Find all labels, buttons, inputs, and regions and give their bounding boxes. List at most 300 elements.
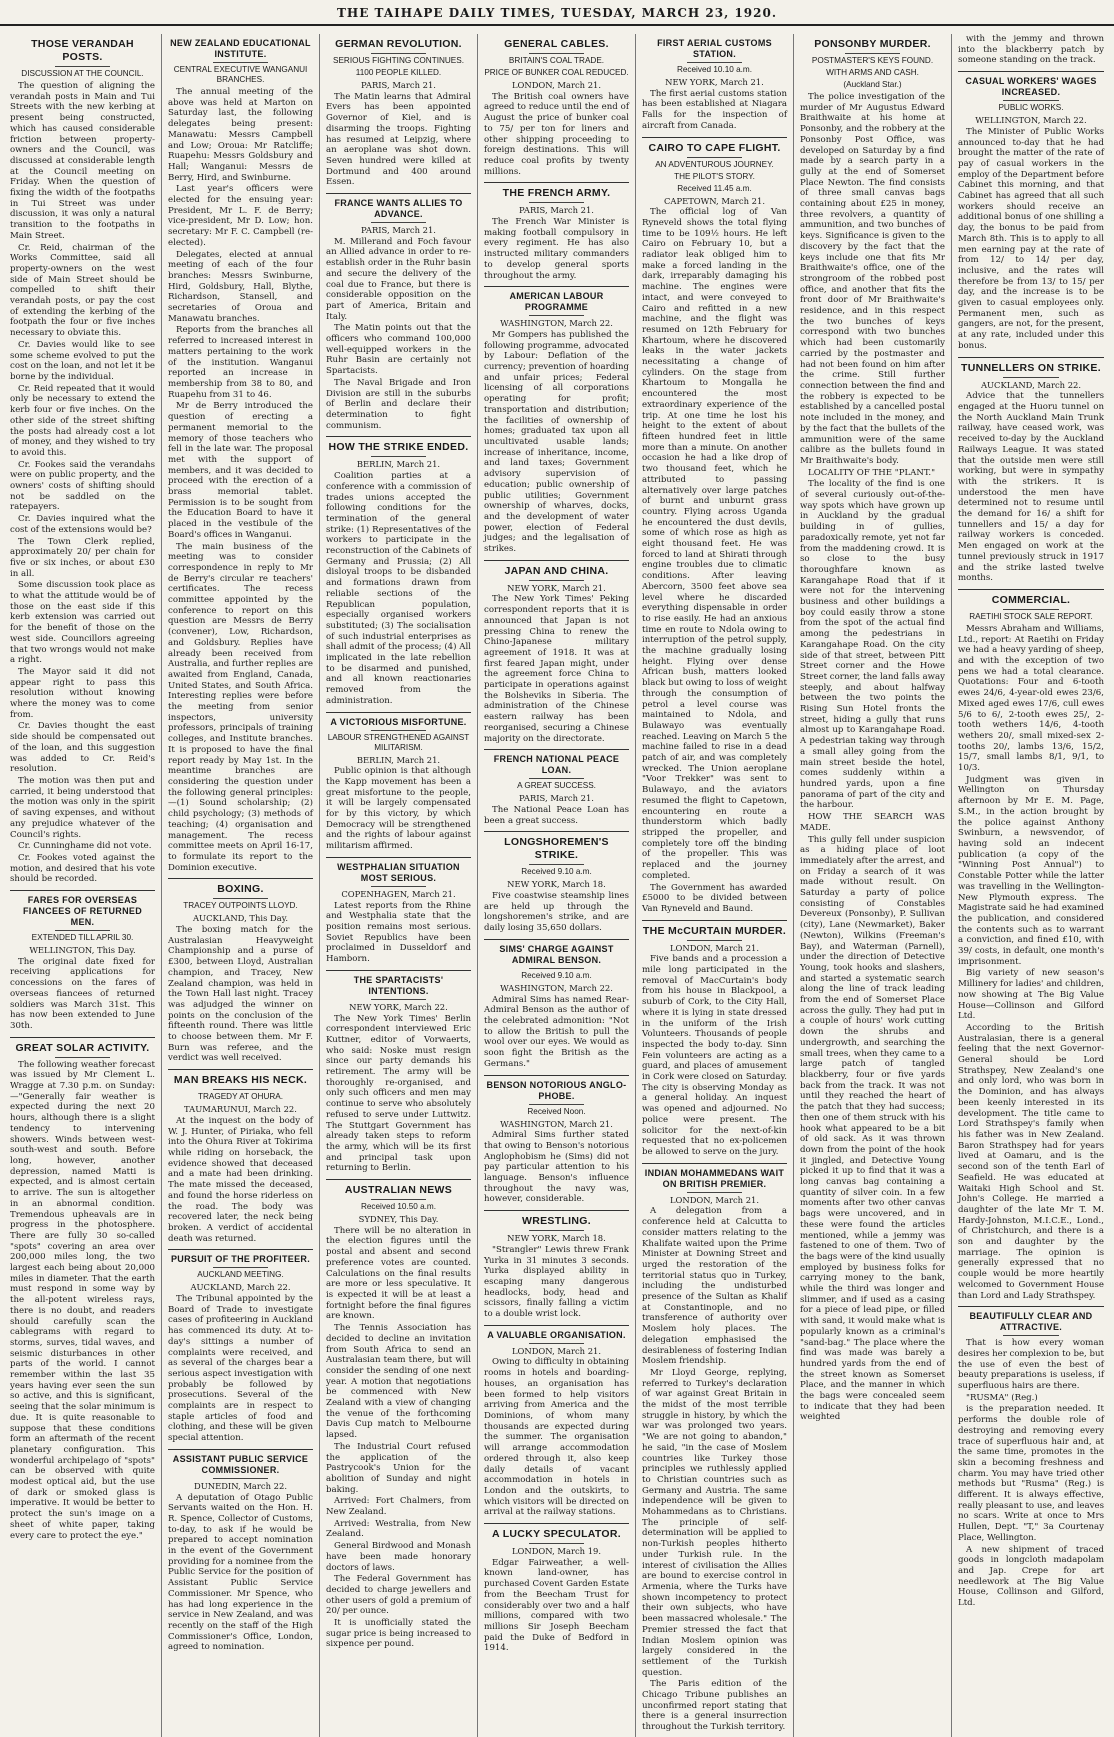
- column-5: [636, 34, 794, 1737]
- article-paragraph: The Tennis Association has decided to decline an invitation from South Africa to send an Australasian team there, but will consider the sending of one next year. A motion that negotiations be commenced with New Zealand with a view of changing the venue of the forthcoming Davis Cup match to Melbourne lapsed.: [326, 1323, 471, 1441]
- article-body: [958, 391, 1104, 584]
- column-1: [4, 34, 162, 1737]
- article-separator: [642, 920, 787, 921]
- article-dateline: SYDNEY, This Day.: [358, 1214, 439, 1225]
- article-body: [484, 1245, 629, 1320]
- article-separator: [958, 357, 1104, 358]
- headline-rule: [529, 580, 584, 581]
- article-paragraph: Latest reports from the Rhine and Westphalia state that the position remains most serious. Soviet Republics have been proclaimed in Dusseldorf and Hamborn.: [326, 900, 471, 965]
- article-paragraph: Last year's officers were elected for the ensuing year: President, Mr L. F. de Berry; vice-president, Mr D. Low; hon. secretary: Mr F. C. Campbell (re-elected).: [168, 184, 313, 248]
- article: [168, 1249, 313, 1444]
- article-headline: PONSONBY MURDER.: [814, 38, 931, 50]
- article-separator: [958, 1306, 1104, 1307]
- article-paragraph: Cr. Davies thought the east side should be compensated out of the loan, and this suggestion was added to Cr. Reid's resolution.: [10, 721, 155, 775]
- headline-rule: [55, 930, 110, 931]
- article-headline: WESTPHALIAN SITUATION MOST SERIOUS.: [337, 861, 460, 883]
- headline-rule: [529, 864, 584, 865]
- article-paragraph: A new shipment of traced goods in longcloth madapolam and Jap. Crepe for art needlework at The Big Value House, Collinson and Gilford, Ltd.: [958, 1544, 1104, 1609]
- article: [958, 357, 1104, 584]
- article-paragraph: Cr. Davies would like to see some scheme evolved to put the cost on the loan, and not let it be borne by the individual.: [10, 339, 155, 382]
- article-headline: COMMERCIAL.: [991, 593, 1071, 606]
- article-headline: BEAUTIFULLY CLEAR AND ATTRACTIVE.: [969, 1311, 1093, 1333]
- article-paragraph: HOW THE SEARCH WAS MADE.: [800, 812, 945, 833]
- article-separator: [484, 1523, 629, 1524]
- article-body: [484, 594, 629, 744]
- article-subheading: RAETIHI STOCK SALE REPORT.: [969, 611, 1093, 621]
- article-separator: [484, 831, 629, 832]
- article-dateline: LONDON, March 21.: [511, 1345, 602, 1356]
- article-dateline: LONDON, March 21.: [511, 80, 602, 90]
- article-dateline: DUNEDIN, March 22.: [194, 1480, 287, 1491]
- article-headline: TUNNELLERS ON STRIKE.: [961, 361, 1101, 374]
- article-dateline: NEW YORK, March 18.: [507, 1233, 606, 1244]
- article: [958, 71, 1104, 351]
- article-body: [484, 217, 629, 281]
- article-body: [326, 1226, 471, 1650]
- article-body: [958, 624, 1104, 1301]
- article-paragraph: Mr Gompers has published the following programme, advocated by Labour: Deflation of the currency; prevention of hoarding and unfair prices; Federal licensing of all corporations operating for profit; transportation and distribution; the facilities of ownership of homes; graduated tax upon all uncultivated usable lands; increase of inheritance, income, and land taxes; Government advisory supervision of education; public ownership of public utilities; Government ownership of wharves, docks, and the development of water power, election of Federal judges; and the legalisation of strikes.: [484, 329, 629, 555]
- article-paragraph: Mr Lloyd George, replying, referred to Turkey's declaration of war against Great Britain in the midst of the most terrible struggle in history, by which the war was prolonged two years. "We are not going to abandon," he said, "in the case of Moslem countries like Turkey those principles we ruthlessly applied to Christian countries such as Germany and Austria. The same independence will be given to Mohammedans as to Christians. The principle of self-determination will be applied to non-Turkish peoples hitherto under Turkish rule. In the interest of civilisation the Allies are bound to exercise control in Armenia, where the Turks have shown incompetency to protect their own subjects, who have been massacred wholesale." The Premier stressed the fact that Indian Moslem opinion was largely considered in the settlement of the Turkish question.: [642, 1367, 787, 1678]
- headline-rule: [371, 730, 426, 731]
- article-subheading: Received 9.10 a.m.: [521, 867, 592, 877]
- article-headline: GENERAL CABLES.: [504, 38, 609, 50]
- article-headline: CAIRO TO CAPE FLIGHT.: [648, 141, 781, 154]
- article-body: [168, 1493, 313, 1654]
- article: [10, 890, 155, 1032]
- article: [168, 1449, 313, 1653]
- article: [10, 38, 155, 885]
- article: [958, 34, 1104, 66]
- headline-rule: [529, 968, 584, 969]
- article-separator: [168, 878, 313, 879]
- article-paragraph: At the inquest on the body of W. J. Hunter, of Piriaka, who fell into the Ohura River at Tokirima while riding on horseback, the evidence showed that deceased and a mate had been drinking. The mate missed the deceased, and found the horse riderless on the road. The body was recovered later, the neck being broken. A verdict of accidental death was returned.: [168, 1115, 313, 1244]
- column-2: [162, 34, 320, 1737]
- article-paragraph: Coalition parties at a conference with a commission of trades unions accepted the following conditions for the termination of the general strike: (1) Representatives of the workers to participate in the reconstruction of the Cabinets of Germany and Prussia; (2) All disloyal troops to be disbanded and formations drawn from reliable sections of the Republican population, especially organised workers substituted; (3) The socialisation of such industrial enterprises as shall admit of the process; (4) All implicated in the late rebellion to be disarmed and punished, and all known reactionaries removed from the administration.: [326, 471, 471, 706]
- article-dateline: AUCKLAND, March 22.: [190, 1282, 291, 1293]
- article-paragraph: Reports from the branches all referred to increased interest in matters pertaining to the work of the institution. Wanganui reported an increase in membership from 38 to 80, and Ruapehu from 31 to 46.: [168, 325, 313, 400]
- article-headline: THOSE VERANDAH POSTS.: [31, 38, 134, 63]
- article-dateline: PARIS, March 21.: [361, 225, 436, 236]
- article: [326, 193, 471, 431]
- article-paragraph: Advice that the tunnellers engaged at the Huoru tunnel on the North Auckland Main Trunk railway, have ceased work, was received to-day by the Auckland Railways League. It was stated that the outside men were still working, but were in sympathy with the strikers. It is understood the men have determined not to resume until the demand for 16/ a shift for tunnellers and 15/ a day for railway workers is conceded. Men engaged on work at the tunnel previously struck in 1917 and the strike lasted twelve months.: [958, 391, 1104, 584]
- article-subheading: TRACEY OUTPOINTS LLOYD.: [183, 901, 298, 911]
- article-separator: [958, 71, 1104, 72]
- article-headline: A LUCKY SPECULATOR.: [492, 1528, 621, 1541]
- article-dateline: PARIS, March 21.: [519, 793, 594, 804]
- article-paragraph: Cr. Fookes voted against the motion, and desired that his vote should be recorded.: [10, 852, 155, 885]
- article-body: [326, 1014, 471, 1175]
- article-paragraph: Five bands and a procession a mile long participated in the removal of MacCurtain's body from his house in Blackpool, a suburb of Cork, to the City Hall, where it is lying in state dressed in the uniform of the Irish Volunteers. Thousands of people inspected the body to-day. Sinn Fein volunteers are acting as a guard, and places of amusement in Cork were closed on Saturday. The city is observing Monday as a general holiday. An inquest was opened and adjourned. No police were present. The solicitor for the next-of-kin requested that no ex-policemen be allowed to serve on the jury.: [642, 954, 787, 1157]
- article-paragraph: is the preparation needed. It performs the double role of destroying and removing every trace of superfluous hair and, at the same time, promotes in the skin a becoming freshness and charm. You may have tried other methods but "Rusma" (Reg.) is different. It is always effective, really pleasant to use, and leaves no scars. Write at once to Mrs Hullen, Dept. "T," 3a Courtenay Place, Wellington.: [958, 1404, 1104, 1543]
- headline-rule: [529, 1343, 584, 1344]
- article: [326, 712, 471, 852]
- article-separator: [484, 560, 629, 561]
- article-paragraph: LOCALITY OF THE "PLANT.": [808, 467, 936, 478]
- article-paragraph: According to the British Australasian, there is a general feeling that the next Governor-General should be Lord Strathspey, New Zealand's one and only lord, who was born in the Dominion, and has always been keenly interested in its development. The title came to Lord Strathspey's family when his father was in New Zealand. Baron Strathspey had for years lived at Oamaru, and is the second son of the tenth Earl of Seafield. He was educated at Waitaki High School and St. John's College. He married a daughter of the late Mr T. M. Hardy-Johnston, M.I.C.E., Lond., of Christchurch, and there is a son and daughter by the marriage. The opinion is generally expressed that no couple would be more heartily welcomed to Government House than Lord and Lady Strathspey.: [958, 1022, 1104, 1301]
- headline-rule: [529, 778, 584, 779]
- article-subheading: 1100 PEOPLE KILLED.: [355, 68, 442, 77]
- headline-rule: [1003, 1335, 1058, 1336]
- article-body: [326, 471, 471, 706]
- article-dateline: WASHINGTON, March 21.: [500, 1118, 613, 1129]
- article-paragraph: Big variety of new season's Millinery for ladies' and children, now showing at The Big Value House—Collinson and Gilford Ltd.: [958, 968, 1104, 1022]
- article-body: [484, 1558, 629, 1654]
- article: [958, 1306, 1104, 1609]
- article-dateline: NEW YORK, March 21.: [665, 77, 764, 87]
- article-paragraph: Cr. Fookes said the verandahs were on public property, and the owners' costs of shifting should not be saddled on the ratepayers.: [10, 459, 155, 513]
- article-headline: FIRST AERIAL CUSTOMS STATION.: [657, 38, 772, 59]
- article-paragraph: The question of aligning the verandah posts in Main and Tui Streets with the new kerbing at present being constructed, which has caused considerable friction between property-owners and the Council, was discussed at considerable length at the Council meeting on Friday. When the question of fixing the width of the footpaths in Tui Street was under discussion, it was only a natural transition to the footpaths in Main Street.: [10, 81, 155, 241]
- article-subheading: AUCKLAND MEETING.: [197, 1270, 284, 1280]
- article-separator: [484, 182, 629, 183]
- article-paragraph: The Matin points out that the officers who command 100,000 well-equipped workers in the Ruhr Basin are certainly not Spartacists.: [326, 323, 471, 377]
- article-paragraph: The Town Clerk replied, approximately 20/ per chain for five or six inches, or about £30 in all.: [10, 536, 155, 579]
- article-paragraph: General Birdwood and Monash have been made honorary doctors of laws.: [326, 1541, 471, 1573]
- article-dateline: LONDON, March 19.: [511, 1546, 602, 1557]
- headline-rule: [371, 53, 426, 54]
- headline-rule: [687, 62, 742, 63]
- article-headline: JAPAN AND CHINA.: [504, 564, 609, 577]
- article-paragraph: The main business of the meeting was to consider correspondence in reply to Mr de Berry's circular re teachers' certificates. The recess committee appointed by the conference to report on this question are Messrs de Berry (convener), Low, Richardson, and Goldsbury. Replies have already been received from Australia, and further replies are awaited from England, Canada, United States, and South Africa. Interesting replies were before the meeting from senior inspectors, university professors, principals of training colleges, and Institute branches. It is proposed to have the final report ready by May 1st. In the meantime branches are considering the question under the following general principles:—(1) Sound scholarship; (2) child psychology; (3) methods of teaching; (4) organisation and management. The recess committee meets on April 16-17, to formulate its report to the Dominion executive.: [168, 541, 313, 873]
- headline-rule: [371, 222, 426, 223]
- article-paragraph: The New York Times' Berlin correspondent interviewed Eric Kuttner, editor of Vorwaerts, who said: Noske must resign since our party demands his retirement. The army will be thoroughly re-organised, and only such officers and men may continue to serve who absolutely refused to serve under Luttwitz. The Stuttgart Government has already taken steps to reform the army, which will be its first and principal task upon returning to Berlin.: [326, 1013, 471, 1174]
- headline-rule: [1003, 100, 1058, 101]
- article-paragraph: The police investigation of the murder of Mr Augustus Edward Braithwaite at his home at Ponsonby, and the robbery at the Ponsonby Post Office, was developed on Saturday by a find made by a search party in a gully at the end of Somerset Place Newton. The find consists of three small canvas bags containing about £25 in money, three revolvers, a quantity of ammunition, and two bunches of keys. Significance is given to the discovery by the fact that the keys include one that fits Mr Braithwaite's office, one of the strongroom of the robbed post office, and another that fits the front door of Mr Braithwaite's residence, and in this respect the two bunches of keys correspond with two bunches which had been customarily carried by the postmaster and had not been found on him after the crime. Still further connection between the find and the robbery is expected to be established by a cancelled postal note included in the money, and by the fact that the bullets of the ammunition were of the same calibre as the bullets found in Mr Braithwaite's body.: [800, 92, 945, 466]
- article-subheading: DISCUSSION AT THE COUNCIL.: [21, 69, 144, 78]
- article-body: [10, 957, 155, 1032]
- article-headline: MAN BREAKS HIS NECK.: [173, 1074, 308, 1087]
- article-subheading: CENTRAL EXECUTIVE WANGANUI BRANCHES.: [173, 65, 308, 84]
- columns-grid: [4, 34, 1110, 1733]
- article-subheading: Received Noon.: [527, 1106, 586, 1116]
- article: [642, 1163, 787, 1733]
- article-dateline: WELLINGTON, This Day.: [29, 945, 136, 956]
- column-3: [320, 34, 478, 1737]
- article-separator: [168, 1249, 313, 1250]
- article-paragraph: The Government has awarded £5000 to be divided between Van Ryneveld and Baund.: [642, 882, 787, 914]
- headline-rule: [687, 1192, 742, 1193]
- article-separator: [958, 589, 1104, 590]
- article-body: [326, 237, 471, 432]
- article: [484, 939, 629, 1070]
- headline-rule: [1003, 609, 1058, 610]
- article-paragraph: "Strangler" Lewis threw Frank Yurka in 31 minutes 3 seconds. Yurka displayed ability in escaping many dangerous headlocks, body, head and scissors, finally falling a victim to a double wrist lock.: [484, 1244, 629, 1320]
- headline-rule: [213, 1089, 268, 1090]
- headline-rule: [371, 456, 426, 457]
- article-headline: AUSTRALIAN NEWS: [344, 1184, 453, 1197]
- article-paragraph: The Mayor said it did not appear right to pass this resolution without knowing where the money was to come from.: [10, 666, 155, 720]
- article-headline: FRENCH NATIONAL PEACE LOAN.: [493, 754, 620, 776]
- article: [484, 1325, 629, 1518]
- article-headline: AMERICAN LABOUR PROGRAMME: [509, 291, 604, 313]
- article-dateline: AUCKLAND, March 22.: [980, 379, 1082, 390]
- article-subheading: Received 10.50 a.m.: [360, 1202, 437, 1212]
- article-body: [484, 891, 629, 934]
- article-separator: [326, 193, 471, 194]
- article-body: [326, 92, 471, 188]
- article-subheading: WITH ARMS AND CASH.: [826, 68, 919, 77]
- article-body: [326, 901, 471, 965]
- article-body: [168, 925, 313, 1064]
- article-subheading: AN ADVENTUROUS JOURNEY.: [655, 159, 774, 169]
- column-4: [478, 34, 636, 1737]
- article-headline: BENSON NOTORIOUS ANGLO-PHOBE.: [486, 1079, 627, 1101]
- article-headline: ASSISTANT PUBLIC SERVICE COMMISSIONER.: [172, 1453, 309, 1475]
- article: [484, 749, 629, 826]
- article-paragraph: Cr. Reid repeated that it would only be necessary to extend the kerb four or five inches. On the other side of the street shifting the posts had already cost a lot of money, and they wished to try to avoid this.: [10, 383, 155, 458]
- article-separator: [484, 939, 629, 940]
- article-subheading: LABOUR STRENGTHENED AGAINST MILITARISM.: [327, 732, 470, 752]
- article-paragraph: Five coastwise steamship lines are held up through the longshoremen's strike, and are daily losing 35,650 dollars.: [484, 891, 629, 934]
- article-headline: THE SPARTACISTS' INTENTIONS.: [353, 974, 444, 996]
- article: [326, 857, 471, 965]
- article-paragraph: Cr. Reid, chairman of the Works Committee, said all property-owners on the west side of Main Street should be compelled to shift their verandah posts, or pay the cost of extending the kerbing of the footpath the four or five inches necessary to obviate this.: [10, 242, 155, 339]
- article-subheading: A GREAT SUCCESS.: [517, 781, 596, 791]
- article: [484, 1523, 629, 1654]
- article-paragraph: Arrived: Fort Chalmers, from New Zealand.: [326, 1496, 471, 1518]
- article: [642, 137, 787, 915]
- article-subheading: Received 11.45 a.m.: [677, 183, 752, 193]
- article-separator: [168, 1449, 313, 1450]
- article-paragraph: Owing to difficulty in obtaining rooms in hotels and boarding-houses, an organisation has been formed to help visitors arriving from America and the Dominions, of whom many thousands are expected during the summer. The organisation will arrange accommodation ordered through it, also keep daily details of vacant accommodation in hotels in London and the outskirts, to which visitors will be directed on arrival at the railway stations.: [484, 1357, 629, 1518]
- article-paragraph: The Industrial Court refused the application of the Pastrycook's Union for the abolition of Sunday and night baking.: [326, 1441, 471, 1495]
- article-separator: [642, 1163, 787, 1164]
- article-paragraph: That is how every woman desires her complexion to be, but the use of even the best of beauty preparations is useless, if superfluous hairs are there.: [958, 1338, 1104, 1392]
- article-separator: [642, 137, 787, 138]
- article-body: [484, 805, 629, 826]
- article-dateline: WASHINGTON, March 22.: [500, 318, 613, 329]
- article-separator: [326, 970, 471, 971]
- article-subheading: EXTENDED TILL APRIL 30.: [31, 933, 134, 943]
- article-subheading: THE PILOT'S STORY.: [674, 171, 755, 181]
- article-body: [484, 995, 629, 1070]
- article-body: [326, 766, 471, 852]
- headline-rule: [529, 53, 584, 54]
- article-headline: PURSUIT OF THE PROFITEER.: [170, 1254, 310, 1265]
- article-paragraph: The motion was then put and carried, it being understood that the motion was only in the spirit of saving expenses, and without any prejudice whatever of the Council's rights.: [10, 776, 155, 840]
- article-paragraph: with the jemmy and thrown into the blackberry patch by someone standing on the track.: [958, 34, 1104, 66]
- article-dateline: NEW YORK, March 21.: [507, 582, 606, 593]
- headline-rule: [1003, 377, 1058, 378]
- article-separator: [10, 1037, 155, 1038]
- article-separator: [326, 712, 471, 713]
- article-body: [484, 92, 629, 178]
- article-dateline: PARIS, March 21.: [519, 205, 594, 216]
- article-separator: [326, 1179, 471, 1180]
- article-paragraph: Some discussion took place as to what the attitude would be of those on the east side if this kerb extension was carried out for the benefit of those on the west side. Councillors agreeing that two wrongs would not make a right.: [10, 580, 155, 666]
- article-body: [642, 207, 787, 914]
- article-subheading: TRAGEDY AT OHURA.: [197, 1092, 284, 1102]
- article-body: [958, 34, 1104, 66]
- article: [326, 970, 471, 1174]
- article-headline: LONGSHOREMEN'S STRIKE.: [504, 836, 609, 862]
- headline-rule: [687, 940, 742, 941]
- article-body: [484, 1357, 629, 1518]
- article: [484, 38, 629, 177]
- article: [168, 1069, 313, 1244]
- article: [484, 831, 629, 934]
- article-paragraph: A delegation from a conference held at Calcutta to consider matters relating to the Khalifate waited upon the Prime Minister at Downing Street and urged the restoration of the territorial status quo in Turkey, including the undisturbed presence of the Sultan as Khalif at Constantinople, and no transference of authority over Moslem holy places. The delegation emphasised the desirableness of fostering Indian Moslem friendship.: [642, 1206, 787, 1367]
- article-headline: FARES FOR OVERSEAS FIANCEES OF RETURNED MEN.: [22, 895, 142, 928]
- headline-rule: [687, 157, 742, 158]
- article-body: [484, 1130, 629, 1205]
- article-paragraph: Edgar Fairweather, a well-known land-owner, has purchased Covent Garden Estate from the Beecham Trust for considerably over two and a half millions, compared with two millions Sir Joseph Beecham paid the Duke of Bedford in 1914.: [484, 1557, 629, 1654]
- article-body: [168, 87, 313, 873]
- article-paragraph: The British coal owners have agreed to reduce until the end of August the price of bunker coal to 75/ per ton for liners and other shipping proceeding to foreign destinations. This will reduce coal profits by twenty millions.: [484, 91, 629, 177]
- article-subheading: SERIOUS FIGHTING CONTINUES.: [332, 56, 464, 65]
- article-paragraph: Cr. Davies inquired what the cost of the extensions would be?: [10, 514, 155, 535]
- article: [168, 878, 313, 1064]
- article: [326, 436, 471, 706]
- article-paragraph: Judgment was given in Wellington on Thursday afternoon by Mr E. M. Page, S.M., in the action brought by the police against Anthony Swinburn, a newsvendor, of having sold an indecent publication (a copy of the "Winning Post Annual") to Constable Potter while the latter was travelling in the Wellington-New Plymouth express. The Magistrate said he had examined the publication, and considered the contents such as to warrant a conviction, and fined £10, with 39/ costs, in default, one month's imprisonment.: [958, 774, 1104, 967]
- headline-rule: [371, 999, 426, 1000]
- article-headline: WRESTLING.: [522, 1215, 591, 1228]
- article-paragraph: A deputation of Otago Public Servants waited on the Hon. H. R. Spence, Collector of Customs, to-day, to ask if he would be prepared to accept nomination in the event of the Government providing for a nominee from the Public Service for the position of Assistant Public Service Commissioner. Mr Spence, who has had long experience in the service in New Zealand, and was recently on the staff of the High Commissioner's Office, London, agreed to nomination.: [168, 1492, 313, 1653]
- article-paragraph: The following weather forecast was issued by Mr Clement L. Wragge at 7.30 p.m. on Sunday:—"Generally fair weather is expected during the next 20 hours, although there is a slight tendency to intervening showers. Winds between west-south-west and south. Before long, however, another depression, named Matti is expected, and is almost certain to arrive. The sun is altogether in an abnormal condition. Tremendous upheavals are in progress in the photosphere. There are fully 30 so-called "spots" covering an area over 200,000 miles long, the two largest each being about 20,000 miles in diameter. That the earth must respond in some way by the all-potent wireless rays, there is no doubt, and readers should carefully scan the cablegrams with regard to storms, surves, tidal waves, and seismic disturbances in other parts of the world. I cannot remember within the last 35 years having ever seen the sun so active, and this is significant, seeing that the solar minimum is due. It is quite reasonable to suppose that these conditions form an aftermath of the recent planetary configuration. This wonderful archipelago of "spots" can be observed with quite modest optical aid, but the use of dark or smoked glass is imperative. It would be better to protect the sun's image on a sheet of white paper, taking every care to protect the eye.": [10, 1059, 155, 1541]
- article-paragraph: The Federal Government has decided to charge jewellers and other users of gold a premium of 20/ per ounce.: [326, 1574, 471, 1617]
- article-subheading: PUBLIC WORKS.: [998, 103, 1064, 113]
- article-paragraph: Admiral Sims has named Rear-Admiral Benson as the author of the celebrated admonition: "Not to allow the British to pull the wool over our eyes. We would as soon fight the British as the Germans.": [484, 994, 629, 1069]
- article-paragraph: Messrs Abraham and Williams, Ltd., report: At Raetihi on Friday we had a heavy yarding of sheep, and with the exception of two pens we had a total clearance. Quotations: Four and 6-tooth ewes 24/6, 4-year-old ewes 23/6, Mixed aged ewes 17/6, cull ewes 5/6 to 6/, 2-tooth ewes 25/, 2-tooth wethers 14/6, 4-tooth wethers 20/, small mixed-sex 2-tooths 20/, lambs 13/6, 15/2, 15/7, small lambs 8/1, 9/1, to 10/3.: [958, 623, 1104, 774]
- article-headline: HOW THE STRIKE ENDED.: [328, 441, 469, 454]
- article-headline: A VICTORIOUS MISFORTUNE.: [330, 716, 467, 727]
- article-paragraph: The annual meeting of the above was held at Marton on Saturday last, the following delegates being present: Manawatu: Messrs Campbell and Low; Oroua: Mr Ratcliffe; Ruapehu: Messrs Goldsbury and Hall; Wanganui: Messrs de Berry, Hird, and Swinburne.: [168, 87, 313, 183]
- article-paragraph: It is unofficially stated the sugar price is being increased to sixpence per pound.: [326, 1618, 471, 1650]
- article-headline: THE McCURTAIN MURDER.: [642, 924, 787, 937]
- article: [326, 38, 471, 188]
- article: [642, 920, 787, 1158]
- article-dateline: CAPETOWN, March 21.: [663, 195, 766, 206]
- article: [326, 1179, 471, 1650]
- article-paragraph: "RUSMA" (Reg.): [966, 1392, 1038, 1403]
- article-separator: [10, 890, 155, 891]
- article-separator: [326, 857, 471, 858]
- article-subheading: POSTMASTER'S KEYS FOUND.: [811, 56, 934, 65]
- article-headline: THE FRENCH ARMY.: [502, 187, 611, 200]
- article-paragraph: Cr. Cunninghame did not vote.: [18, 841, 152, 852]
- article-headline: CASUAL WORKERS' WAGES INCREASED.: [965, 76, 1097, 98]
- article-body: [10, 81, 155, 885]
- article-body: [484, 330, 629, 555]
- article: [484, 286, 629, 554]
- article-headline: NEW ZEALAND EDUCATIONAL INSTITUTE.: [170, 38, 311, 59]
- article-dateline: LONDON, March 21.: [669, 1194, 760, 1205]
- article-dateline: WASHINGTON, March 22.: [500, 982, 613, 993]
- headline-rule: [529, 1230, 584, 1231]
- article-paragraph: The French War Minister is making football compulsory in every regiment. He has also instructed military commanders to develop general sports throughout the army.: [484, 217, 629, 281]
- article-headline: SIMS' CHARGE AGAINST ADMIRAL BENSON.: [499, 943, 614, 965]
- article-headline: INDIAN MOHAMMEDANS WAIT ON BRITISH PREMIER.: [644, 1167, 785, 1189]
- headline-rule: [213, 62, 268, 63]
- article: [484, 1210, 629, 1320]
- article-body: [168, 1116, 313, 1244]
- article-body: [958, 1338, 1104, 1609]
- article-body: [642, 954, 787, 1157]
- masthead-title: THE TAIHAPE DAILY TIMES, TUESDAY, MARCH 23, 1920.: [336, 6, 778, 20]
- article-dateline: COPENHAGEN, March 21.: [341, 888, 456, 899]
- article-separator: [326, 436, 471, 437]
- article: [484, 1075, 629, 1206]
- article: [10, 1037, 155, 1542]
- article-headline: GREAT SOLAR ACTIVITY.: [15, 1041, 150, 1054]
- article-separator: [484, 1325, 629, 1326]
- article-headline: GERMAN REVOLUTION.: [335, 38, 462, 50]
- article-paragraph: The National Peace Loan has been a great success.: [484, 804, 629, 826]
- article-dateline: AUCKLAND, This Day.: [192, 913, 289, 924]
- article-subheading: BRITAIN'S COAL TRADE.: [508, 56, 605, 65]
- article-separator: [484, 749, 629, 750]
- article-paragraph: The Naval Brigade and Iron Division are still in the suburbs of Berlin and declare their determination to fight communism.: [326, 377, 471, 431]
- article-dateline: NEW YORK, March 18.: [507, 879, 606, 890]
- article-subheading: Received 10.10 a.m.: [676, 65, 753, 74]
- article: [800, 38, 945, 1423]
- article-body: [642, 1206, 787, 1732]
- article-body: [958, 127, 1104, 352]
- article-paragraph: The New York Times' Peking correspondent reports that it is announced that Japan is not pressing China to renew the Chino-Japanese military agreement of 1918. It was at first feared Japan might, under the agreement force China to participate in operations against the Bolsheviks in Siberia. The administration of the Chinese eastern railway has been reorganised, securing a Chinese majority on the directorate.: [484, 594, 629, 744]
- article-paragraph: Public opinion is that although the Kapp movement has been a great misfortune to the people, it will be largely compensated for by this victory, by which Democracy will be strengthened and the rights of labour against militarism affirmed.: [326, 766, 471, 852]
- article-separator: [168, 1069, 313, 1070]
- article-dateline: NEW YORK, March 22.: [349, 1001, 448, 1012]
- headline-rule: [371, 886, 426, 887]
- headline-rule: [213, 1478, 268, 1479]
- article-paragraph: The official log of Van Ryneveld shows the total flying time to be 109½ hours. He left Cairo on February 10, but a radiator leak obliged him to make a forced landing in the dark, irreparably damaging his machine. The engines were intact, and were conveyed to Cairo and refitted in a new machine, and the flight was resumed on 12th February for Khartoum, where he discovered leaks in the water jackets necessitating a change of cylinders. On the stage from Khartoum to Mongalla he encountered the most extraordinary experience of the trip. At one time he lost his height to the extent of about fifteen hundred feet in little more than a minute. On another occasion he had a like drop of two thousand feet, which he attributed to passing alternatively over large patches of burnt and unburnt grass country. Flying across Uganda he encountered the dust devils, some of which rose as high as eight thousand feet. He was forced to land at Shirati through engine troubles due to climatic conditions. After leaving Abercorn, 3500 feet above sea level where he discarded everything dispensable in order to rise easily. He had an anxious time en route to Ndola owing to interruption of the petrol supply, the machine gradually losing height. Flying over dense African bush, matters looked black but owing to loss of weight through the consumption of petrol a level course was maintained to Ndola, and Bulawayo was eventually reached. Leaving on March 5 the machine failed to rise in a dead patch of air, and was completely wrecked. The Union aeroplane "Voor Trekker" was sent to Bulawayo, and the aviators resumed the flight to Capetown, encountering en route a thunderstorm which badly stripped the propeller, and completely tore off the binding of the propeller. This was replaced and the journey completed.: [642, 207, 787, 881]
- article-body: [168, 1294, 313, 1444]
- article: [168, 38, 313, 873]
- article-paragraph: Delegates, elected at annual meeting of each of the four branches: Messrs Swinburne, Hird, Goldsbury, Hall, Blythe, Richardson, Stansell, and secretaries of Oroua and Manawatu branches.: [168, 249, 313, 324]
- article-dateline: LONDON, March 21.: [669, 942, 760, 953]
- masthead: [0, 0, 1114, 26]
- article-separator: [484, 286, 629, 287]
- article: [958, 589, 1104, 1301]
- article-paragraph: The Minister of Public Works announced to-day that he had brought the matter of the rate of pay of casual workers in the employ of the Department before Cabinet this morning, and that Cabinet has agreed that all such workers should receive an additional bonus of one shilling a day, the bonus to be paid from March 8th. This is to apply to all men earning pay at the rate of from 12/ to 14/ per day, inclusive, and the rates will therefore be from 13/ to 15/ per day, and the increase is to be given to casual employees only. Permanent men, such as gangers, are not, for the present, at any rate, included under this bonus.: [958, 126, 1104, 351]
- headline-rule: [213, 898, 268, 899]
- article-headline: FRANCE WANTS ALLIES TO ADVANCE.: [334, 198, 463, 220]
- article-separator: [484, 1210, 629, 1211]
- headline-rule: [55, 1057, 110, 1058]
- article-dateline: TAUMARUNUI, March 22.: [184, 1104, 297, 1115]
- article-paragraph: M. Millerand and Foch favour an Allied advance in order to re-establish order in the Ruhr basin and secure the delivery of the coal due to France, but there is considerable opposition on the part of America, Britain and Italy.: [326, 236, 471, 322]
- column-6: [794, 34, 952, 1737]
- headline-rule: [529, 202, 584, 203]
- article-dateline: BERLIN, March 21.: [356, 459, 441, 470]
- article-paragraph: The locality of the find is one of several curiously out-of-the-way spots which have grown up in Auckland by the gradual building in of gullies, paradoxically remote, yet not far from the maddening crowd. It is so close to the busy thoroughfare known as Karangahape Road that if it were not for the intervening business and other buildings a boy could easily throw a stone from the spot of the actual find among the pedestrians in Karangahape Road. On the city side of that street, between Pitt Street corner and the Howe Street corner, the land falls away steeply, and about halfway between the two points the Rising Sun Hotel fronts the street, hiding a gully that runs almost up to Karangahape Road. A pedestrian taking way through a small alley going from the main street beside the hotel, comes suddenly within a hundred yards, upon a fine panorama of part of the city and the harbour.: [800, 479, 945, 811]
- article-body: [10, 1060, 155, 1542]
- headline-rule: [371, 1199, 426, 1200]
- article-paragraph: The Matin learns that Admiral Evers has been appointed Governor of Kiel, and is disarming the troops. Fighting has resumed at Leipzig, where an aeroplane was shot down. Seven hundred were killed at Dortmund and 400 around Essen.: [326, 91, 471, 188]
- article-paragraph: Admiral Sims further stated that owing to Benson's notorious Anglophobism he (Sims) did not pay particular attention to his language. Benson's influence throughout the navy was, however, considerable.: [484, 1130, 629, 1205]
- article-paragraph: The Tribunal appointed by the Board of Trade to investigate cases of profiteering in Auckland has commenced its duty. At to-day's sittings a number of complaints were received, and as several of the charges bear a serious aspect investigation with probably be followed by prosecutions. Several of the complaints are in respect to staple articles of food and clothing, and these will be given special attention.: [168, 1294, 313, 1444]
- article-headline: A VALUABLE ORGANISATION.: [487, 1329, 626, 1340]
- article: [484, 182, 629, 281]
- headline-rule: [529, 1104, 584, 1105]
- headline-rule: [55, 66, 110, 67]
- article-paragraph: The first aerial customs station has been established at Niagara Falls for the inspection of aircraft from Canada.: [642, 88, 787, 131]
- article-body: [800, 92, 945, 1423]
- article-paragraph: The boxing match for the Australasian Heavyweight Championship and a purse of £300, between Lloyd, Australian champion, and Tracey, New Zealand champion, was held in the Town Hall last night. Tracey was adjudged the winner on points on the conclusion of the fifteenth round. There was little to choose between them. Mr F. Burn was referee, and the verdict was well received.: [168, 925, 313, 1064]
- article-paragraph: This gully fell under suspicion as a hiding place of loot immediately after the arrest, and on Friday a search of it was made without result. On Saturday a party of police consisting of Constables Devereux (Ponsonby), P. Sullivan (city), Lane (Newmarket), Baker (Newton), Wilkins (Freeman's Bay), and Waterman (Parnell), under the direction of Detective Young, took hooks and slashers, and started a systematic search along the line of track leading from the end of Somerset Place across the gully. They had put in a couple of hours' work cutting down the shrubs and undergrowth, and searching the small trees, when they came to a large patch of tangled blackberry, four or five yards back from the track. It was not until they reached the heart of the patch that they had success; then one of them struck with his hook what appeared to be a bit of old sack. As it was thrown down from the point of the hook it jingled, and Detective Young picked it up to find that it was a long canvas bag containing a quantity of silver coin. In a few moments after two other canvas bags were uncovered, and in these were found the articles mentioned, while a jemmy was fastened to one of them. Two of the bags were of the kind usually employed by business folks for carrying money to the bank, while the third was longer and slimmer, and if used as a casing for a piece of lead pipe, or filled with sand, it would make what is popularly known as a criminal's "sand-bag." The place where the find was made was barely a hundred yards from the end of the street known as Somerset Place, and the manner in which the bags were concealed seem to indicate that they had been weighted: [800, 834, 946, 1423]
- article-paragraph: There will be no alteration in the election figures until the postal and absent and second preference votes are counted. Calculations on the final results are more or less speculative. It is expected it will be at least a fortnight before the final figures are known.: [326, 1225, 471, 1322]
- headline-rule: [213, 1267, 268, 1268]
- article-subheading: PRICE OF BUNKER COAL REDUCED.: [484, 68, 629, 77]
- headline-rule: [529, 1543, 584, 1544]
- article-body: [642, 89, 787, 132]
- article-paragraph: Arrived: Westralia, from New Zealand.: [326, 1518, 471, 1540]
- article-headline: BOXING.: [217, 883, 264, 896]
- article-subheading: Received 9.10 a.m.: [521, 970, 592, 980]
- article: [642, 38, 787, 132]
- headline-rule: [845, 53, 900, 54]
- article-subheading: (Auckland Star.): [843, 80, 902, 89]
